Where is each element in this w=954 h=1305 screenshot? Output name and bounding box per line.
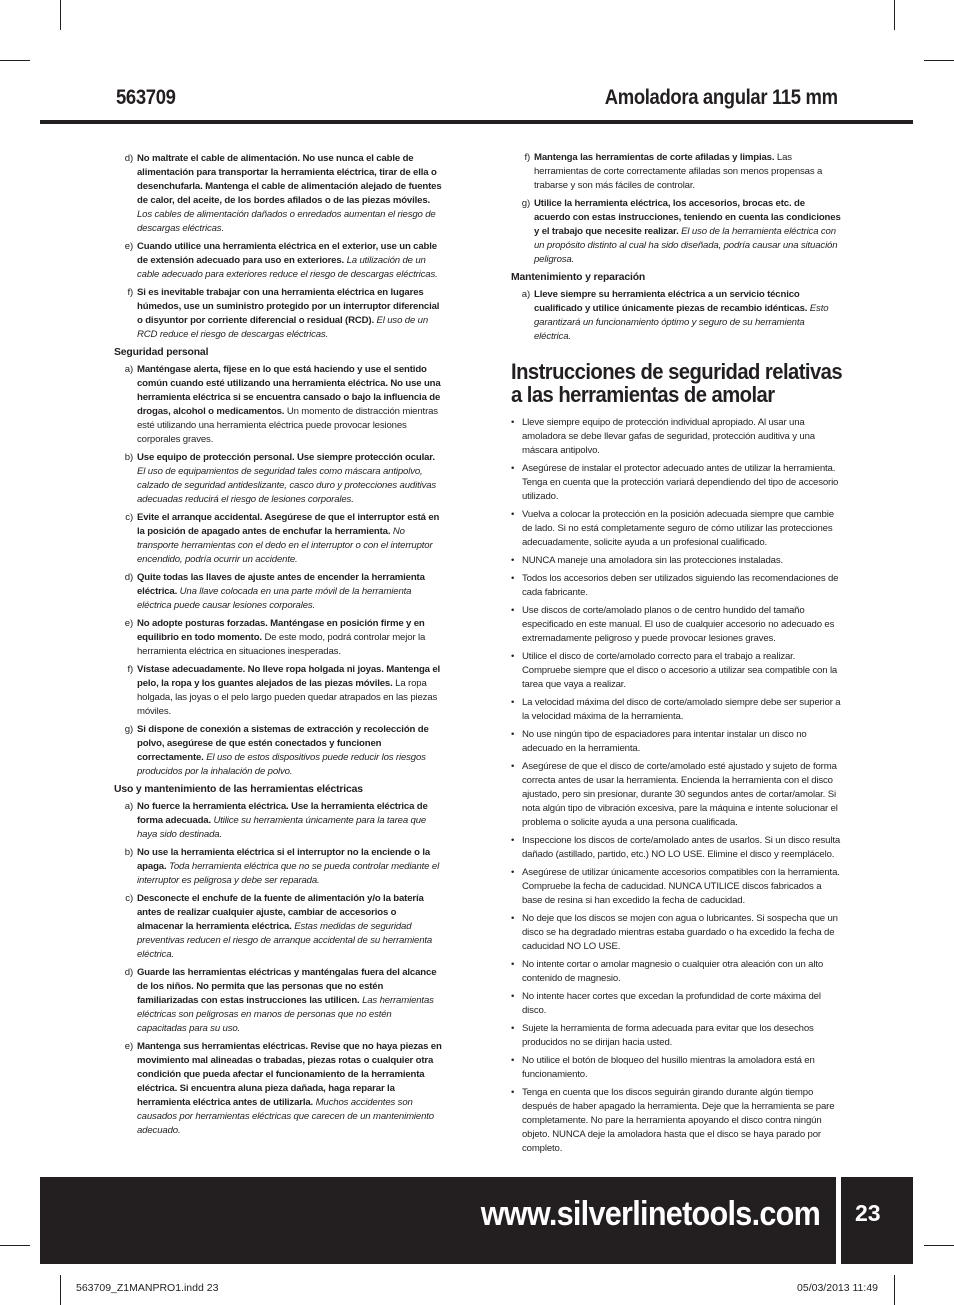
- item-bold-text: No adopte posturas forzadas. Manténgase en posición firme y en equilibrio en todo momento.: [137, 618, 425, 643]
- bullet-text: Asegúrese de instalar el protector adecuado antes de utilizar la herramienta. Tenga en cuenta que la protección variará dependiendo del tipo de accesorio utilizado.: [522, 463, 839, 502]
- bullet-item: [511, 728, 841, 756]
- left-column: [114, 152, 442, 1142]
- bullet-item: [511, 572, 841, 600]
- bullet-icon: •: [511, 761, 515, 772]
- bullet-item: [511, 866, 841, 908]
- header-rule: [40, 120, 913, 124]
- bullet-text: No use ningún tipo de espaciadores para intentar instalar un disco no adecuado en la herramienta.: [522, 729, 807, 754]
- item-italic-text: Utilice su herramienta únicamente para la tarea que haya sido destinada.: [137, 815, 427, 840]
- section-subheading: Mantenimiento y reparación: [511, 272, 646, 283]
- item-bold-text: Cuando utilice una herramienta eléctrica en el exterior, use un cable de extensión adecuado para uso en exteriores.: [137, 241, 437, 266]
- bullet-text: Tenga en cuenta que los discos seguirán girando durante algún tiempo después de haber apagado la herramienta. Deje que la herramienta se pare completamente. No pare la herramienta apoyando el disco contra ningún objeto. NUNCA deje la amoladora hasta que el disco se haya parado por completo.: [522, 1087, 835, 1154]
- bullet-icon: •: [511, 913, 515, 924]
- list-item: [511, 197, 841, 267]
- bullet-text: Inspeccione los discos de corte/amolado antes de usarlos. Si un disco resulta dañado (astillado, partido, etc.) NO LO USE. Elimine el disco y reemplácelo.: [522, 835, 841, 860]
- bullet-text: Todos los accesorios deben ser utilizados siguiendo las recomendaciones de cada fabricante.: [522, 573, 839, 598]
- item-italic-text: El uso de la herramienta eléctrica con un propósito distinto al cual ha sido diseñada, podría causar una situación peligrosa.: [534, 226, 838, 265]
- website-url[interactable]: www.silverlinetools.com: [480, 1195, 820, 1233]
- item-letter: e): [124, 241, 133, 252]
- item-letter: c): [125, 893, 133, 904]
- item-letter: e): [124, 618, 133, 629]
- crop-mark: [60, 1275, 61, 1305]
- section-subheading: Uso y mantenimiento de las herramientas eléctricas: [114, 784, 363, 795]
- bullet-item: [511, 1022, 841, 1050]
- bullet-icon: •: [511, 1023, 515, 1034]
- bullet-item: [511, 760, 841, 830]
- bullet-icon: •: [511, 959, 515, 970]
- page-title: Amoladora angular 115 mm: [605, 86, 838, 109]
- bullet-icon: •: [511, 651, 515, 662]
- item-letter: d): [124, 967, 133, 978]
- item-bold-text: No fuerce la herramienta eléctrica. Use la herramienta eléctrica de forma adecuada.: [137, 801, 428, 826]
- crop-mark: [0, 60, 30, 61]
- item-italic-text: Toda herramienta eléctrica que no se pueda controlar mediante el interruptor es peligrosa y debe ser reparada.: [137, 861, 440, 886]
- bullet-item: [511, 1054, 841, 1082]
- item-bold-text: Utilice la herramienta eléctrica, los accesorios, brocas etc. de acuerdo con estas instrucciones, teniendo en cuenta las condiciones y el trabajo que necesite realizar.: [534, 198, 841, 237]
- item-italic-text: Esto garantizará un funcionamiento óptimo y seguro de su herramienta eléctrica.: [534, 303, 829, 342]
- bullet-item: [511, 604, 841, 646]
- bullet-icon: •: [511, 697, 515, 708]
- item-bold-text: Lleve siempre su herramienta eléctrica a un servicio técnico cualificado y utilice únicamente piezas de recambio idénticas.: [534, 289, 808, 314]
- list-item: [114, 723, 442, 779]
- item-plain-text: De este modo, podrá controlar mejor la herramienta eléctrica en situaciones inesperadas.: [137, 632, 426, 657]
- item-bold-text: No use la herramienta eléctrica si el interruptor no la enciende o la apaga.: [137, 847, 431, 872]
- bullet-icon: •: [511, 835, 515, 846]
- bullet-icon: •: [511, 991, 515, 1002]
- crop-mark: [924, 1245, 954, 1246]
- list-item: [114, 800, 442, 842]
- bullet-text: Vuelva a colocar la protección en la posición adecuada siempre que cambie de lado. Si no está completamente seguro de cómo utilizar las protecciones adecuadamente, solicite ayuda a un profesional cualificado.: [522, 509, 834, 548]
- item-letter: e): [124, 1041, 133, 1052]
- list-item: [114, 511, 442, 567]
- item-italic-text: Una llave colocada en una parte móvil de la herramienta eléctrica puede causar lesiones corporales.: [137, 586, 412, 611]
- list-item: [114, 617, 442, 659]
- list-item: [114, 1040, 442, 1138]
- item-letter: c): [125, 512, 133, 523]
- item-letter: d): [124, 153, 133, 164]
- item-letter: a): [124, 364, 133, 375]
- bullet-item: [511, 990, 841, 1018]
- page-number-box: [841, 1177, 913, 1264]
- bullet-item: [511, 416, 841, 458]
- bullet-text: Lleve siempre equipo de protección individual apropiado. Al usar una amoladora se debe llevar gafas de seguridad, protección auditiva y una máscara antipolvo.: [522, 417, 815, 456]
- list-item: [511, 151, 841, 193]
- list-item: [114, 892, 442, 962]
- slug-date: 05/03/2013 11:49: [797, 1282, 878, 1294]
- item-letter: a): [521, 289, 530, 300]
- section-subheading: Seguridad personal: [114, 347, 209, 358]
- bullet-icon: •: [511, 509, 515, 520]
- bullet-icon: •: [511, 573, 515, 584]
- list-item: [114, 152, 442, 236]
- list-item: [114, 286, 442, 342]
- item-letter: b): [124, 847, 133, 858]
- bullet-item: [511, 912, 841, 954]
- list-item: [114, 571, 442, 613]
- bullet-item: [511, 696, 841, 724]
- bullet-text: Use discos de corte/amolado planos o de centro hundido del tamaño especificado en este manual. El uso de cualquier accesorio no adecuado es extremadamente peligroso y puede provocar lesiones graves.: [522, 605, 835, 644]
- model-number: 563709: [116, 86, 176, 109]
- bullet-text: No deje que los discos se mojen con agua o lubricantes. Si sospecha que un disco se ha degradado mientras estaba guardado o ha excedido la fecha de caducidad NO LO USE.: [522, 913, 838, 952]
- item-letter: b): [124, 452, 133, 463]
- item-bold-text: Si es inevitable trabajar con una herramienta eléctrica en lugares húmedos, use un suministro protegido por un interruptor diferencial o disyuntor por corriente diferencial o residual (RCD).: [137, 287, 440, 326]
- crop-mark: [0, 1245, 30, 1246]
- bullet-text: Asegúrese de utilizar únicamente accesorios compatibles con la herramienta. Compruebe la fecha de caducidad. NUNCA UTILICE discos fabricados a base de resina si han excedido la fecha de caducidad.: [522, 867, 840, 906]
- item-letter: d): [124, 572, 133, 583]
- item-italic-text: El uso de un RCD reduce el riesgo de descargas eléctricas.: [137, 315, 429, 340]
- crop-mark: [894, 1275, 895, 1305]
- bullet-text: No intente cortar o amolar magnesio o cualquier otra aleación con un alto contenido de magnesio.: [522, 959, 824, 984]
- item-italic-text: Las herramientas eléctricas son peligrosas en manos de personas que no estén capacitadas para su uso.: [137, 995, 434, 1034]
- item-plain-text: La ropa holgada, las joyas o el pelo largo pueden quedar atrapados en las piezas móviles.: [137, 678, 438, 717]
- crop-mark: [894, 0, 895, 30]
- item-bold-text: Evite el arranque accidental. Asegúrese de que el interruptor está en la posición de apagado antes de enchufar la herramienta.: [137, 512, 440, 537]
- item-letter: a): [124, 801, 133, 812]
- bullet-icon: •: [511, 729, 515, 740]
- item-italic-text: El uso de equipamientos de seguridad tales como máscara antipolvo, calzado de seguridad antideslizante, casco duro y protecciones auditivas adecuadas reducirá el riesgo de lesiones corporales.: [137, 466, 437, 505]
- item-bold-text: Quite todas las llaves de ajuste antes de encender la herramienta eléctrica.: [137, 572, 425, 597]
- crop-mark: [60, 0, 61, 30]
- bullet-text: NUNCA maneje una amoladora sin las protecciones instaladas.: [522, 555, 783, 566]
- list-item: [114, 846, 442, 888]
- item-bold-text: Manténgase alerta, fíjese en lo que está haciendo y use el sentido común cuando esté utilizando una herramienta eléctrica. No use una herramienta eléctrica si se encuentra cansado o bajo la influencia de drogas, alcohol o medicamentos.: [137, 364, 441, 417]
- bullet-icon: •: [511, 867, 515, 878]
- bullet-item: [511, 508, 841, 550]
- bullet-icon: •: [511, 1055, 515, 1066]
- bullet-item: [511, 1086, 841, 1156]
- item-italic-text: El uso de estos dispositivos puede reducir los riesgos producidos por la inhalación de polvo.: [137, 752, 426, 777]
- bullet-text: Asegúrese de que el disco de corte/amolado esté ajustado y sujeto de forma correcta antes de usar la herramienta. Encienda la herramienta con el disco ajustado, pero sin presionar, durante 30 segundos antes de cortar/amolar. Si nota algún tipo de vibración excesiva, pare la máquina e intente solucionar el problema o solicite ayuda a una persona cualificada.: [522, 761, 838, 828]
- bullet-item: [511, 834, 841, 862]
- item-letter: f): [127, 664, 133, 675]
- item-letter: f): [127, 287, 133, 298]
- bullet-icon: •: [511, 555, 515, 566]
- bullet-icon: •: [511, 1087, 515, 1098]
- bullet-icon: •: [511, 605, 515, 616]
- item-bold-text: Desconecte el enchufe de la fuente de alimentación y/o la batería antes de realizar cualquier ajuste, cambiar de accesorios o almacenar la herramienta eléctrica.: [137, 893, 424, 932]
- footer-bar: [40, 1177, 836, 1264]
- list-item: [511, 288, 841, 344]
- bullet-item: [511, 462, 841, 504]
- bullet-text: No utilice el botón de bloqueo del husillo mientras la amoladora está en funcionamiento.: [522, 1055, 815, 1080]
- bullet-item: [511, 650, 841, 692]
- bullet-item: [511, 554, 841, 568]
- page-number: 23: [855, 1200, 881, 1226]
- list-item: [114, 966, 442, 1036]
- bullet-text: No intente hacer cortes que excedan la profundidad de corte máxima del disco.: [522, 991, 821, 1016]
- slug-filename: 563709_Z1MANPRO1.indd 23: [76, 1282, 219, 1294]
- bullet-item: [511, 958, 841, 986]
- bullet-icon: •: [511, 463, 515, 474]
- crop-mark: [924, 60, 954, 61]
- item-italic-text: Muchos accidentes son causados por herramientas eléctricas que carecen de un mantenimiento adecuado.: [137, 1097, 434, 1136]
- item-bold-text: Vístase adecuadamente. No lleve ropa holgada ni joyas. Mantenga el pelo, la ropa y los guantes alejados de las piezas móviles.: [137, 664, 441, 689]
- list-item: [114, 363, 442, 447]
- item-bold-text: Mantenga las herramientas de corte afiladas y limpias.: [534, 152, 775, 163]
- list-item: [114, 663, 442, 719]
- item-bold-text: Mantenga sus herramientas eléctricas. Revise que no haya piezas en movimiento mal alineadas o trabadas, piezas rotas o cualquier otra condición que pueda afectar el funcionamiento de la herramienta eléctrica. Si encuentra aluna pieza dañada, haga reparar la herramienta eléctrica antes de utilizarla.: [137, 1041, 442, 1108]
- item-bold-text: Use equipo de protección personal. Use siempre protección ocular.: [137, 452, 435, 463]
- bullet-text: La velocidad máxima del disco de corte/amolado siempre debe ser superior a la velocidad máxima de la herramienta.: [522, 697, 841, 722]
- item-italic-text: La utilización de un cable adecuado para exteriores reduce el riesgo de descargas eléctricas.: [137, 255, 438, 280]
- item-plain-text: Las herramientas de corte correctamente afiladas son menos propensas a trabarse y son más fáciles de controlar.: [534, 152, 823, 191]
- item-letter: g): [124, 724, 133, 735]
- item-bold-text: Guarde las herramientas eléctricas y manténgalas fuera del alcance de los niños. No permita que las personas que no estén familiarizadas con estas instrucciones las utilicen.: [137, 967, 437, 1006]
- item-bold-text: Si dispone de conexión a sistemas de extracción y recolección de polvo, asegúrese de que estén conectados y funcionen correctamente.: [137, 724, 429, 763]
- list-item: [114, 240, 442, 282]
- item-plain-text: Un momento de distracción mientras esté utilizando una herramienta eléctrica puede provocar lesiones corporales graves.: [137, 406, 438, 445]
- bullet-text: Sujete la herramienta de forma adecuada para evitar que los desechos producidos no se dirijan hacia usted.: [522, 1023, 814, 1048]
- right-column: [511, 151, 841, 1160]
- item-letter: f): [524, 152, 530, 163]
- section-heading: Instrucciones de seguridad relativas a las herramientas de amolar: [511, 359, 843, 407]
- item-italic-text: Los cables de alimentación dañados o enredados aumentan el riesgo de descargas eléctricas.: [137, 209, 436, 234]
- bullet-text: Utilice el disco de corte/amolado correcto para el trabajo a realizar. Compruebe siempre que el disco o accesorio a utilizar sea compatible con la tarea que vaya a realizar.: [522, 651, 838, 690]
- item-letter: g): [521, 198, 530, 209]
- item-bold-text: No maltrate el cable de alimentación. No use nunca el cable de alimentación para transportar la herramienta eléctrica, tirar de ella o desenchufarla. Mantenga el cable de alimentación alejado de fuentes de calor, del aceite, de los bordes afilados o de las piezas móviles.: [137, 153, 442, 206]
- item-italic-text: Estas medidas de seguridad preventivas reducen el riesgo de arranque accidental de su herramienta eléctrica.: [137, 921, 433, 960]
- bullet-icon: •: [511, 417, 515, 428]
- list-item: [114, 451, 442, 507]
- item-italic-text: No transporte herramientas con el dedo en el interruptor o con el interruptor encendido, podría ocurrir un accidente.: [137, 526, 433, 565]
